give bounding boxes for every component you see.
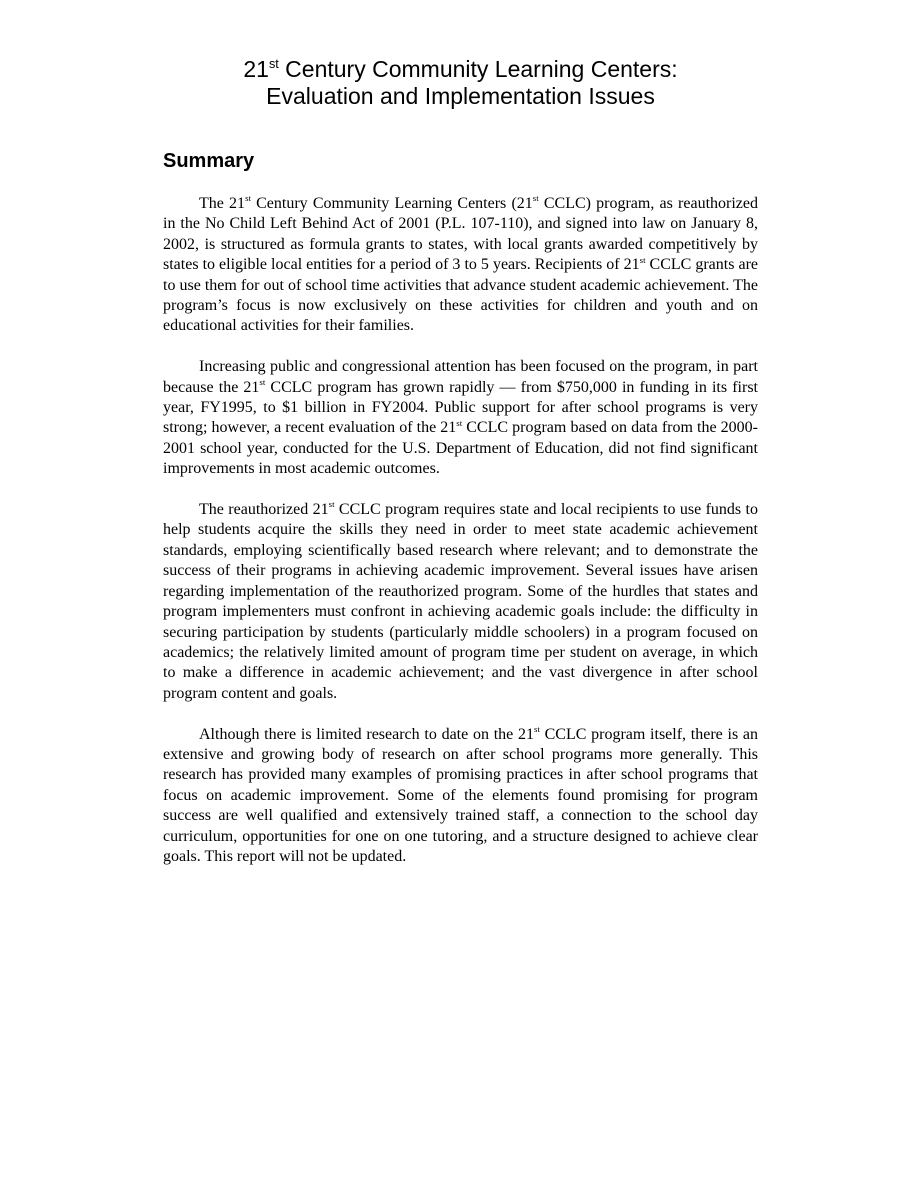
- p1-text-c: CCLC) program, as reauthorized in the No Child Left Behind Act of 2001 (P.L. 107-110), and signed into law on January 8, 2002, is structured as formula grants to states, with local grants awarded competitively by states to eligible local entities for a period of 3 to 5 years. Recipients of 21: [163, 195, 758, 274]
- summary-paragraph-2: [163, 357, 758, 479]
- p4-sup-a: st: [533, 723, 540, 734]
- p1-text-b: Century Community Learning Centers (21: [250, 195, 533, 212]
- title-prefix: 21: [243, 56, 269, 82]
- p1-sup-a: st: [245, 193, 251, 204]
- p3-text-a: The reauthorized 21: [199, 501, 329, 519]
- document-title: [163, 56, 758, 110]
- summary-paragraph-4: [163, 725, 758, 868]
- title-rest: Century Community Learning Centers:: [278, 56, 678, 82]
- summary-paragraph-1: [163, 194, 758, 337]
- p2-text-b: CCLC program has grown rapidly — from $750,000 in funding in its first year, FY1995, to $1 billion in FY2004. Public support for after school programs is very strong; however, a recent evaluation of the 21: [163, 378, 758, 437]
- p3-sup-a: st: [328, 499, 335, 510]
- p4-text-b: CCLC program itself, there is an extensive and growing body of research on after school programs more generally. This research has provided many examples of promising practices in after school programs that focus on academic improvement. Some of the elements found promising for program success are well qualified and extensively trained staff, a connection to the school day curriculum, opportunities for one on one tutoring, and a structure designed to achieve clear goals. This report will not be updated.: [163, 725, 759, 865]
- p3-text-b: CCLC program requires state and local recipients to use funds to help students acquire the skills they need in order to meet state academic achievement standards, employing scientifically based research where relevant; and to demonstrate the success of their programs in achieving academic improvement. Several issues have arisen regarding implementation of the reauthorized program. Some of the hurdles that states and program implementers must confront in achieving academic goals include: the difficulty in securing participation by students (particularly middle schoolers) in a program focused on academics; the relatively limited amount of program time per student on average, in which to make a difference in academic achievement; and the vast divergence in after school program content and goals.: [163, 501, 758, 702]
- p1-sup-c: st: [639, 254, 646, 265]
- p2-sup-b: st: [456, 417, 463, 428]
- summary-paragraph-3: [163, 500, 758, 704]
- p1-text-d: CCLC grants are to use them for out of school time activities that advance student academic achievement. The program’s focus is now exclusively on these activities for children and youth and on educational activities for their families.: [163, 256, 759, 335]
- title-line-1: [163, 56, 758, 83]
- document-page: [163, 56, 758, 867]
- p2-sup-a: st: [259, 377, 266, 388]
- title-superscript: st: [268, 56, 279, 71]
- p1-text-a: The 21: [199, 195, 246, 212]
- p1-sup-b: st: [532, 193, 539, 204]
- summary-heading: Summary: [163, 150, 255, 172]
- p2-text-a: Increasing public and congressional attention has been focused on the program, in part because the 21: [163, 358, 758, 396]
- p4-text-a: Although there is limited research to date on the 21: [199, 725, 534, 743]
- p2-text-c: CCLC program based on data from the 2000-2001 school year, conducted for the U.S. Department of Education, did not find significant improvements in most academic outcomes.: [163, 419, 758, 478]
- title-line-2: Evaluation and Implementation Issues: [266, 83, 655, 109]
